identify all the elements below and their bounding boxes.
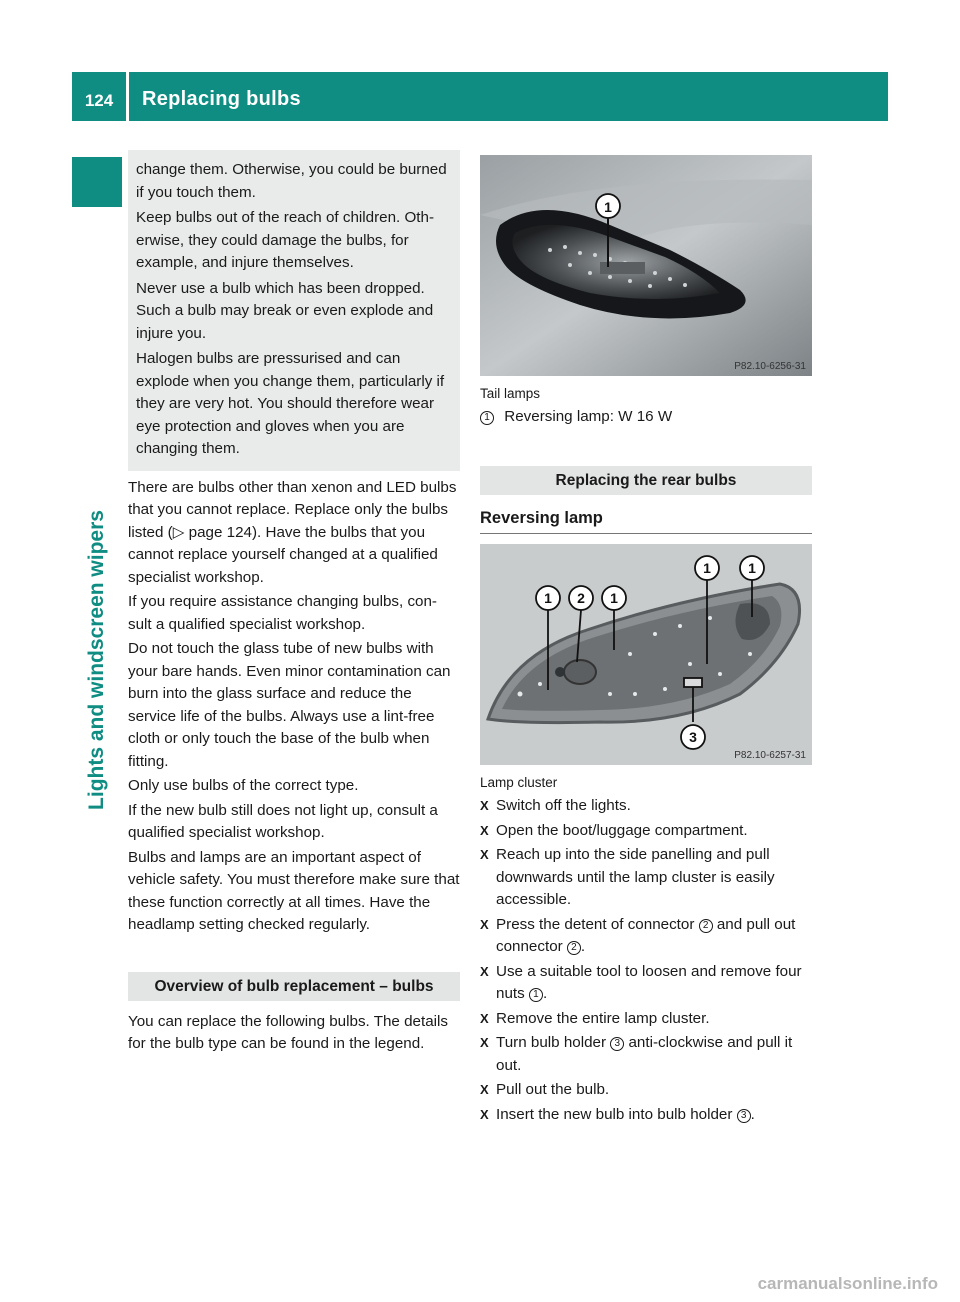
body-paragraph: Do not touch the glass tube of new bulbs with your bare hands. Even minor contamination can burn into the glass surface and reduce the service life of the bulbs. Always use a lint-free cloth or only touch the base of the bulb when fitting. bbox=[128, 640, 451, 770]
reversing-lamp-subheading: Reversing lamp bbox=[480, 509, 812, 534]
cluster-callout: 1 bbox=[748, 560, 756, 576]
body-paragraph: If the new bulb still does not light up, consult a qualified specialist workshop. bbox=[128, 801, 438, 841]
side-tab-block bbox=[72, 157, 122, 207]
body-paragraph: There are bulbs other than xenon and LED bulbs that you cannot replace. Replace only the bulbs listed (▷ page 124). Have the bulbs that you cannot replace yourself changed at a qualified specialist workshop. bbox=[128, 478, 457, 586]
warning-paragraph: Keep bulbs out of the reach of children. Oth-erwise, they could damage the bulbs, for example, and injure themselves. bbox=[136, 209, 435, 271]
step-item: X Switch off the lights. bbox=[480, 797, 631, 814]
step-item: X Use a suitable tool to loosen and remove four nuts 1 . bbox=[480, 962, 802, 1002]
figure-code: P82.10-6257-31 bbox=[734, 750, 806, 761]
figure-caption: Lamp cluster bbox=[480, 775, 558, 790]
figure-legend bbox=[480, 406, 812, 428]
page-number: 124 bbox=[84, 91, 114, 110]
cluster-callout: 1 bbox=[544, 590, 552, 606]
step-item: X Open the boot/luggage compartment. bbox=[480, 821, 748, 839]
overview-heading: Overview of bulb replacement – bulbs bbox=[128, 972, 460, 1001]
step-item: X Turn bulb holder 3 anti-clockwise and pull it out. bbox=[480, 1034, 793, 1074]
header-divider bbox=[126, 72, 129, 121]
lamp-cluster-illustration bbox=[480, 544, 812, 765]
warning-box bbox=[128, 150, 460, 471]
callout-2: 2 bbox=[567, 941, 581, 955]
body-paragraph: Only use bulbs of the correct type. bbox=[128, 777, 359, 794]
overview-text: You can replace the following bulbs. The details for the bulb type can be found in the legend. bbox=[128, 1012, 448, 1052]
step-item: X Press the detent of connector 2 and pull out connector 2 . bbox=[480, 915, 796, 955]
figure-code: P82.10-6256-31 bbox=[734, 361, 806, 372]
cluster-callout: 2 bbox=[577, 590, 585, 606]
body-paragraph: Bulbs and lamps are an important aspect of vehicle safety. You must therefore make sure that these function correctly at all times. Have the headlamp setting checked regularly. bbox=[128, 848, 460, 933]
watermark: carmanualsonline.info bbox=[757, 1274, 938, 1293]
figure-caption: Tail lamps bbox=[480, 386, 541, 401]
body-paragraph: If you require assistance changing bulbs, con-sult a qualified specialist workshop. bbox=[128, 593, 437, 633]
rear-bulbs-heading: Replacing the rear bulbs bbox=[480, 466, 812, 495]
warning-paragraph: Never use a bulb which has been dropped. Such a bulb may break or even explode and injure you. bbox=[136, 279, 434, 342]
page-title: Replacing bulbs bbox=[142, 88, 301, 110]
callout-3: 3 bbox=[610, 1037, 624, 1051]
right-column bbox=[480, 155, 812, 1128]
callout-1: 1 bbox=[529, 988, 543, 1002]
callout-1: 1 bbox=[480, 411, 494, 425]
step-item: X Reach up into the side panelling and pull downwards until the lamp cluster is easily accessible. bbox=[480, 846, 775, 908]
step-list bbox=[480, 795, 812, 1126]
lamp-cluster-figure bbox=[480, 544, 812, 765]
figure-callout: 1 bbox=[604, 199, 612, 215]
step-item: X Insert the new bulb into bulb holder 3 . bbox=[480, 1105, 755, 1123]
cluster-callout: 1 bbox=[610, 590, 618, 606]
step-item: X Remove the entire lamp cluster. bbox=[480, 1009, 710, 1027]
warning-paragraph: Halogen bulbs are pressurised and can explode when you change them, particularly if they are very hot. You should therefore wear eye protection and gloves when you are changing them. bbox=[136, 350, 445, 457]
cluster-callout: 1 bbox=[703, 560, 711, 576]
step-item: X Pull out the bulb. bbox=[480, 1081, 610, 1098]
tail-lamp-illustration bbox=[480, 155, 812, 376]
tail-lamps-figure bbox=[480, 155, 812, 376]
legend-text: Reversing lamp: W 16 W bbox=[504, 408, 673, 425]
callout-3: 3 bbox=[737, 1109, 751, 1123]
callout-2: 2 bbox=[699, 919, 713, 933]
cluster-callout: 3 bbox=[689, 729, 697, 745]
warning-paragraph: change them. Otherwise, you could be burned if you touch them. bbox=[136, 161, 447, 201]
left-column bbox=[128, 150, 460, 1056]
